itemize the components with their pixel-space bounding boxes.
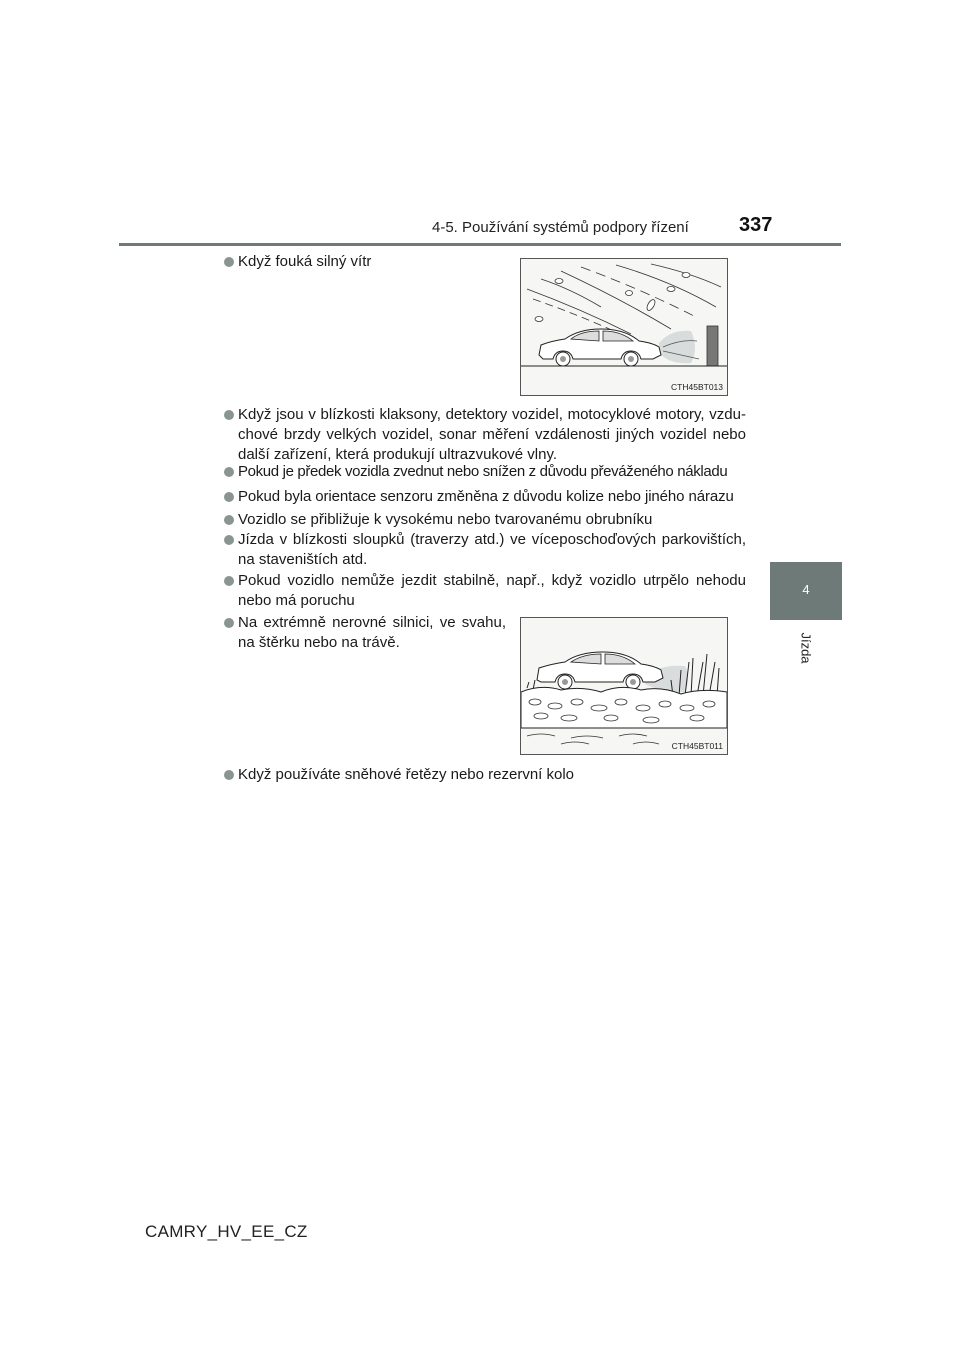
figure-rough-road (520, 617, 728, 755)
bullet-dot-icon (224, 535, 234, 545)
car-on-rough-road-illustration (521, 618, 727, 754)
bullet-text: Když fouká silný vítr (238, 253, 372, 270)
bullet-item (224, 571, 746, 611)
bullet-text: Jízda v blízkosti sloupků (traverzy atd.) ve víceposchoďových parkovištích, na staveništích atd. (238, 531, 746, 568)
bullet-text: Na extrémně nerovné silnici, ve svahu, na štěrku nebo na trávě. (238, 614, 506, 651)
bullet-dot-icon (224, 770, 234, 780)
bullet-item (224, 765, 746, 785)
bullet-text: Když jsou v blízkosti klaksony, detektory vozidel, motocyklové motory, vzduchové brzdy velkých vozidel, sonar měření vzdálenosti jiných vozidel nebo další zařízení, která produkují ultrazvukové vlny. (238, 406, 746, 463)
bullet-dot-icon (224, 492, 234, 502)
bullet-item (224, 530, 746, 570)
bullet-dot-icon (224, 467, 234, 477)
figure-code: CTH45BT011 (671, 741, 723, 751)
car-in-strong-wind-illustration (521, 259, 727, 395)
bullet-item (224, 405, 746, 465)
figure-code: CTH45BT013 (671, 382, 723, 392)
model-code: CAMRY_HV_EE_CZ (145, 1222, 308, 1241)
bullet-text: Vozidlo se přibližuje k vysokému nebo tvarovanému obrubníku (238, 511, 653, 528)
bullet-item (224, 462, 752, 482)
bullet-dot-icon (224, 515, 234, 525)
figure-strong-wind (520, 258, 728, 396)
page-number: 337 (739, 214, 773, 236)
bullet-item (224, 487, 752, 507)
bullet-dot-icon (224, 576, 234, 586)
bullet-item (224, 510, 746, 530)
chapter-tab (770, 562, 842, 620)
bullet-item (224, 252, 504, 272)
chapter-label: Jízda (798, 632, 814, 664)
bullet-text: Pokud byla orientace senzoru změněna z důvodu kolize nebo jiného nárazu (238, 488, 734, 505)
bullet-dot-icon (224, 618, 234, 628)
bullet-text: Když používáte sněhové řetězy nebo rezervní kolo (238, 766, 575, 783)
chapter-number: 4 (802, 582, 810, 597)
header-divider (119, 243, 841, 246)
bullet-text: Pokud vozidlo nemůže jezdit stabilně, např., když vozidlo utrpělo nehodu nebo má poruchu (238, 572, 746, 609)
bullet-text: Pokud je předek vozidla zvednut nebo snížen z důvodu převáženého nákladu (238, 463, 728, 480)
bullet-item (224, 613, 506, 653)
bullet-dot-icon (224, 257, 234, 267)
section-title: 4-5. Používání systémů podpory řízení (432, 219, 689, 236)
bullet-dot-icon (224, 410, 234, 420)
